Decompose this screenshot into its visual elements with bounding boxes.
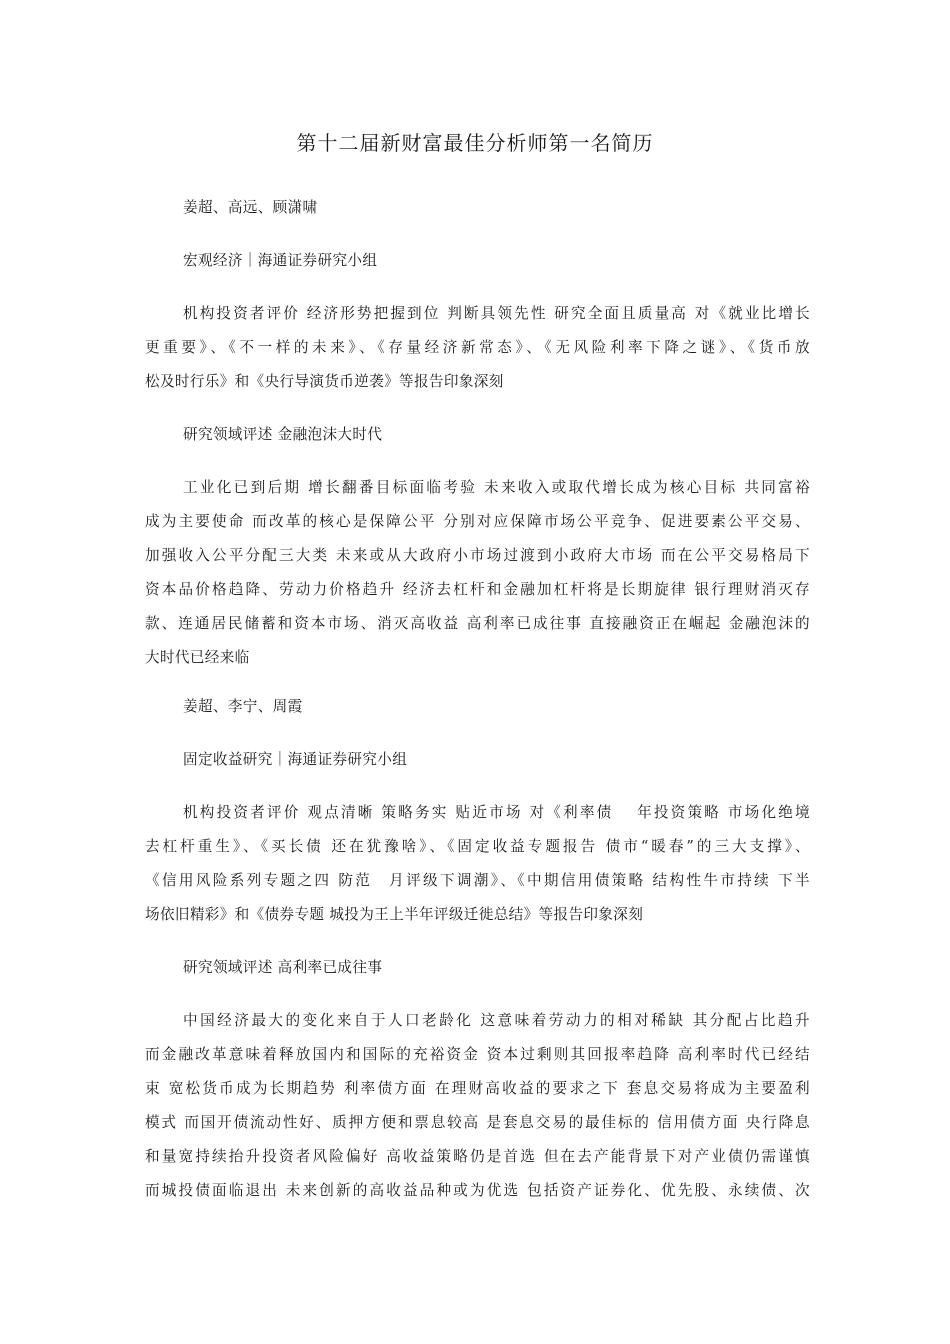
section2-evaluation-line: 去杠杆重生》、《买长债 还在犹豫啥》、《固定收益专题报告 债市“暖春”的三大支撑》、 xyxy=(145,838,810,855)
section1-field-line: 加强收入公平分配三大类 未来或从大政府小市场过渡到小政府大市场 而在公平交易格局下 xyxy=(145,547,810,564)
section1-authors: 姜超、高远、顾潇啸 xyxy=(183,199,318,216)
section2-authors: 姜超、李宁、周霞 xyxy=(183,698,303,715)
section1-field-line: 大时代已经来临 xyxy=(145,649,250,666)
section2-field-heading: 研究领域评述 高利率已成往事 xyxy=(183,959,383,976)
section2-field-line: 而城投债面临退出 未来创新的高收益品种或为优选 包括资产证券化、优先股、永续债、次 xyxy=(145,1182,810,1199)
section2-evaluation-line: 机构投资者评价 观点清晰 策略务实 贴近市场 对《利率债 年投资策略 市场化绝境 xyxy=(183,804,810,821)
section1-field-line: 工业化已到后期 增长翻番目标面临考验 未来收入或取代增长成为核心目标 共同富裕 xyxy=(183,479,810,496)
section1-evaluation-line: 机构投资者评价 经济形势把握到位 判断具领先性 研究全面且质量高 对《就业比增长 xyxy=(183,305,810,322)
section2-field-line: 束 宽松货币成为长期趋势 利率债方面 在理财高收益的要求之下 套息交易将成为主要盈利 xyxy=(145,1080,810,1097)
section1-field-line: 成为主要使命 而改革的核心是保障公平 分别对应保障市场公平竞争、促进要素公平交易、 xyxy=(145,513,810,530)
section1-evaluation-line: 松及时行乐》和《央行导演货币逆袭》等报告印象深刻 xyxy=(145,373,504,390)
section1-field-line: 款、连通居民储蓄和资本市场、消灭高收益 高利率已成往事 直接融资正在崛起 金融泡沫的 xyxy=(145,615,810,632)
section2-field-line: 和量宽持续抬升投资者风险偏好 高收益策略仍是首选 但在去产能背景下对产业债仍需谨慎 xyxy=(145,1148,810,1165)
section2-category: 固定收益研究｜海通证券研究小组 xyxy=(183,751,408,768)
section1-field-heading: 研究领域评述 金融泡沫大时代 xyxy=(183,426,383,443)
section1-evaluation-line: 更重要》、《不一样的未来》、《存量经济新常态》、《无风险利率下降之谜》、《货币放 xyxy=(145,339,810,356)
section2-field-line: 中国经济最大的变化来自于人口老龄化 这意味着劳动力的相对稀缺 其分配占比趋升 xyxy=(183,1012,810,1029)
section2-evaluation-line: 《信用风险系列专题之四 防范 月评级下调潮》、《中期信用债策略 结构性牛市持续 下半 xyxy=(145,872,810,889)
section2-field-line: 而金融改革意味着释放国内和国际的充裕资金 资本过剩则其回报率趋降 高利率时代已经结 xyxy=(145,1046,810,1063)
section2-evaluation-line: 场依旧精彩》和《债券专题 城投为王上半年评级迁徙总结》等报告印象深刻 xyxy=(145,906,644,923)
section2-field-line: 模式 而国开债流动性好、质押方便和票息较高 是套息交易的最佳标的 信用债方面 央行降息 xyxy=(145,1114,810,1131)
section1-field-line: 资本品价格趋降、劳动力价格趋升 经济去杠杆和金融加杠杆将是长期旋律 银行理财消灭存 xyxy=(145,581,810,598)
section1-category: 宏观经济｜海通证券研究小组 xyxy=(183,252,378,269)
page-title: 第十二届新财富最佳分析师第一名简历 xyxy=(296,131,654,155)
